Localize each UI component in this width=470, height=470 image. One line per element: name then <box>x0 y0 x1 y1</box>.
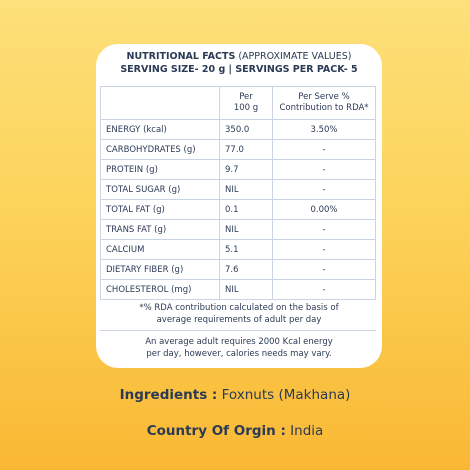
header-rda-line2: Contribution to RDA* <box>279 103 369 113</box>
rda-footnote <box>96 302 382 326</box>
nutrient-name: TOTAL FAT (g) <box>101 200 220 220</box>
nutrient-name: DIETARY FIBER (g) <box>101 260 220 280</box>
rda-footnote-line2: average requirements of adult per day <box>156 315 322 325</box>
nutrient-per100g: 9.7 <box>220 160 273 180</box>
nutrient-name: TRANS FAT (g) <box>101 220 220 240</box>
serving-info: SERVING SIZE- 20 g | SERVINGS PER PACK- 5 <box>120 64 358 75</box>
nutrient-per100g: NIL <box>220 180 273 200</box>
table-row <box>101 140 376 160</box>
rda-footnote-line1: *% RDA contribution calculated on the basis of <box>139 303 339 313</box>
nutrient-per100g: 0.1 <box>220 200 273 220</box>
nutrient-name: TOTAL SUGAR (g) <box>101 180 220 200</box>
nutrient-name: PROTEIN (g) <box>101 160 220 180</box>
ingredients-value: Foxnuts (Makhana) <box>217 387 351 403</box>
nutrient-per100g: NIL <box>220 280 273 300</box>
header-rda-line1: Per Serve % <box>298 92 350 102</box>
nutrient-rda: - <box>273 280 376 300</box>
nutrient-per100g: NIL <box>220 220 273 240</box>
nutrition-table <box>100 86 376 300</box>
header-per-100g <box>220 87 273 120</box>
nutrient-rda: - <box>273 220 376 240</box>
table-row <box>101 220 376 240</box>
nutrient-rda: 3.50% <box>273 120 376 140</box>
nutrient-per100g: 7.6 <box>220 260 273 280</box>
origin-line <box>0 423 470 439</box>
table-row <box>101 200 376 220</box>
nutrient-rda: - <box>273 180 376 200</box>
title-rest: (APPROXIMATE VALUES) <box>235 51 352 62</box>
nutrient-per100g: 350.0 <box>220 120 273 140</box>
nutrition-title <box>96 50 382 76</box>
table-row <box>101 260 376 280</box>
table-row <box>101 160 376 180</box>
nutrient-per100g: 5.1 <box>220 240 273 260</box>
origin-label: Country Of Orgin : <box>146 423 286 439</box>
title-bold: NUTRITIONAL FACTS <box>126 51 236 62</box>
nutrient-name: CALCIUM <box>101 240 220 260</box>
ingredients-line <box>0 387 470 403</box>
nutrient-rda: - <box>273 140 376 160</box>
table-row <box>101 180 376 200</box>
nutrient-name: ENERGY (kcal) <box>101 120 220 140</box>
nutrient-rda: - <box>273 240 376 260</box>
table-row <box>101 240 376 260</box>
table-row <box>101 280 376 300</box>
nutrient-per100g: 77.0 <box>220 140 273 160</box>
header-nutrient <box>101 87 220 120</box>
table-row <box>101 120 376 140</box>
ingredients-label: Ingredients : <box>119 387 218 403</box>
nutrient-rda: 0.00% <box>273 200 376 220</box>
nutrient-name: CHOLESTEROL (mg) <box>101 280 220 300</box>
energy-note <box>96 336 382 360</box>
header-per-line1: Per <box>239 92 253 102</box>
header-per-line2: 100 g <box>233 103 259 113</box>
energy-note-line1: An average adult requires 2000 Kcal energy <box>145 337 333 347</box>
table-header-row <box>101 87 376 120</box>
energy-note-line2: per day, however, calories needs may vary. <box>146 349 332 359</box>
header-rda <box>273 87 376 120</box>
nutrient-name: CARBOHYDRATES (g) <box>101 140 220 160</box>
origin-value: India <box>285 423 324 439</box>
nutrient-rda: - <box>273 260 376 280</box>
footnote-divider <box>100 330 376 331</box>
nutrition-card <box>96 44 382 368</box>
nutrient-rda: - <box>273 160 376 180</box>
